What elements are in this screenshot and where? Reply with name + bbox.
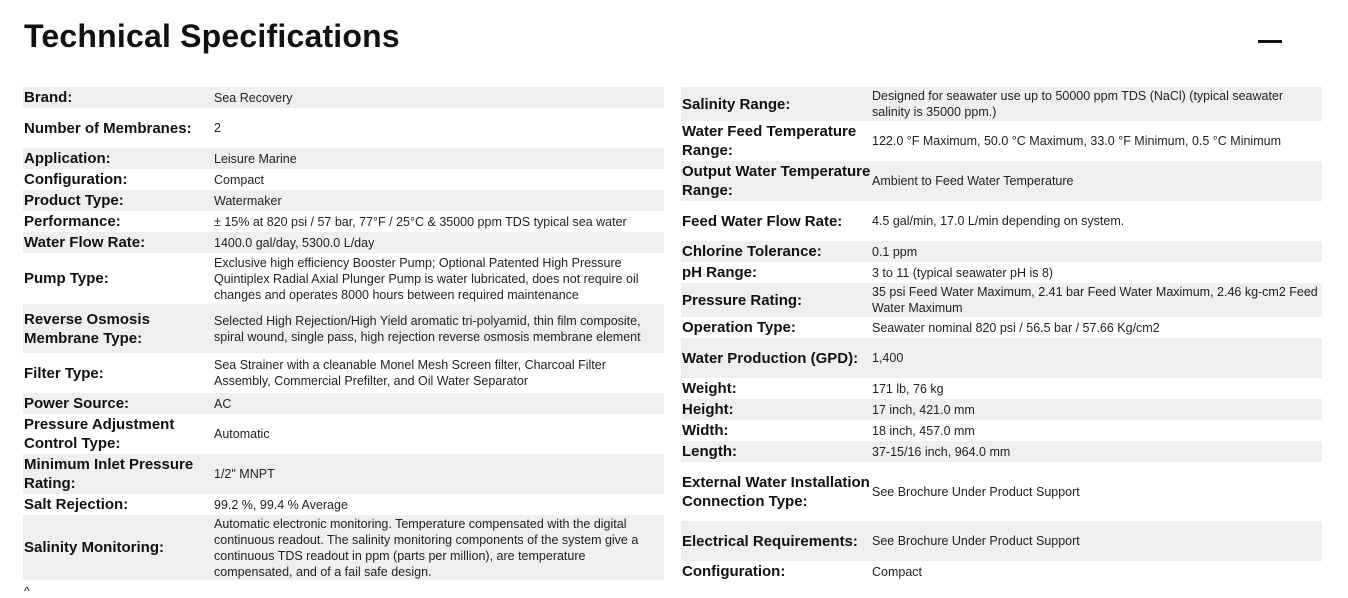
spec-value: 4.5 gal/min, 17.0 L/min depending on system. <box>872 214 1125 228</box>
spec-value: Leisure Marine <box>214 151 297 166</box>
spec-row <box>23 232 664 253</box>
spec-row <box>23 169 664 190</box>
spec-value: 1,400 <box>872 351 904 365</box>
spec-value: See Brochure Under Product Support <box>872 484 1080 499</box>
spec-value: Ambient to Feed Water Temperature <box>872 174 1074 188</box>
spec-value: 122.0 °F Maximum, 50.0 °C Maximum, 33.0 °F Minimum, 0.5 °C Minimum <box>872 134 1281 148</box>
spec-value: Seawater nominal 820 psi / 56.5 bar / 57.66 Kg/cm2 <box>872 320 1160 335</box>
spec-value: Sea Recovery <box>214 90 293 105</box>
spec-row <box>681 201 1322 241</box>
spec-label: Configuration: <box>682 563 786 580</box>
spec-label: Pump Type: <box>24 270 109 287</box>
spec-value: 1/2" MNPT <box>214 467 275 481</box>
spec-value: Selected High Rejection/High Yield aromatic tri-polyamid, thin film composite, spiral wound, single pass, high rejection reverse osmosis membrane element <box>214 313 641 344</box>
spec-label: Operation Type: <box>682 319 796 336</box>
spec-value: 3 to 11 (typical seawater pH is 8) <box>872 265 1054 280</box>
spec-row <box>23 304 664 353</box>
spec-label: Salinity Range: <box>682 95 791 113</box>
spec-label: Brand: <box>24 89 73 106</box>
spec-row <box>23 211 664 232</box>
spec-label: Chlorine Tolerance: <box>682 243 822 260</box>
spec-value: AC <box>214 396 232 411</box>
spec-label: Number of Membranes: <box>24 119 192 137</box>
spec-label: Pressure Rating: <box>682 291 803 309</box>
spec-label: Water Production (GPD): <box>682 349 859 367</box>
spec-value: 2 <box>214 121 221 135</box>
spec-row <box>681 317 1322 338</box>
spec-value: Exclusive high efficiency Booster Pump; Optional Patented High Pressure Quintiplex Radial Axial Plunger Pump is water lubricated, does not require oil changes and operates 8000 hours between required maintenance <box>214 255 639 302</box>
spec-value: Automatic <box>214 427 270 441</box>
spec-table-left-body <box>23 87 664 580</box>
spec-label: Reverse Osmosis Membrane Type: <box>24 310 150 347</box>
spec-row <box>23 353 664 393</box>
spec-label: Performance: <box>24 213 121 230</box>
spec-label: Water Flow Rate: <box>24 234 146 251</box>
scroll-up-indicator[interactable]: ^ <box>24 584 30 598</box>
spec-value: 37-15/16 inch, 964.0 mm <box>872 444 1011 459</box>
spec-value: Watermaker <box>214 193 282 208</box>
spec-row <box>23 148 664 169</box>
spec-label: Application: <box>24 150 111 167</box>
spec-value: 18 inch, 457.0 mm <box>872 423 975 438</box>
spec-row <box>23 393 664 414</box>
spec-value: Designed for seawater use up to 50000 ppm TDS (NaCl) (typical seawater salinity is 35000 ppm.) <box>872 89 1284 119</box>
spec-value: 17 inch, 421.0 mm <box>872 402 975 417</box>
spec-row <box>681 399 1322 420</box>
spec-label: Electrical Requirements: <box>682 532 858 550</box>
spec-table-left <box>23 87 664 580</box>
spec-row <box>23 108 664 148</box>
spec-row <box>681 521 1322 561</box>
collapse-section-button[interactable] <box>1252 28 1288 54</box>
spec-value: Compact <box>872 564 923 579</box>
spec-label: Feed Water Flow Rate: <box>682 212 843 230</box>
spec-label: Salt Rejection: <box>24 496 129 513</box>
spec-value: 99.2 %, 99.4 % Average <box>214 497 348 512</box>
spec-value: 171 lb, 76 kg <box>872 381 944 396</box>
spec-label: Configuration: <box>24 171 128 188</box>
spec-row <box>681 338 1322 378</box>
minus-icon <box>1258 40 1282 43</box>
spec-value: 0.1 ppm <box>872 244 918 259</box>
spec-row <box>23 87 664 108</box>
spec-value: Sea Strainer with a cleanable Monel Mesh Screen filter, Charcoal Filter Assembly, Commercial Prefilter, and Oil Water Separator <box>214 358 606 388</box>
spec-table-right-body <box>681 87 1322 582</box>
spec-row <box>681 161 1322 201</box>
spec-label: Length: <box>682 443 737 460</box>
spec-label: Salinity Monitoring: <box>24 539 164 556</box>
spec-value: See Brochure Under Product Support <box>872 534 1080 548</box>
spec-label: Width: <box>682 422 729 439</box>
spec-row <box>681 561 1322 582</box>
spec-row <box>23 190 664 211</box>
spec-label: Height: <box>682 401 734 418</box>
spec-row <box>23 454 664 494</box>
spec-row <box>23 414 664 454</box>
spec-row <box>681 262 1322 283</box>
spec-label: Weight: <box>682 380 737 397</box>
spec-value: ± 15% at 820 psi / 57 bar, 77°F / 25°C & 35000 ppm TDS typical sea water <box>214 214 627 229</box>
spec-value: Automatic electronic monitoring. Temperature compensated with the digital continuous readout. The salinity monitoring components of the system give a continuous TDS readout in ppm (parts per million), are temperature compensated, and of a fail safe design. <box>214 516 639 579</box>
spec-value: 35 psi Feed Water Maximum, 2.41 bar Feed Water Maximum, 2.46 kg-cm2 Feed Water Maximum <box>872 285 1318 315</box>
spec-row <box>681 378 1322 399</box>
spec-row <box>23 253 664 304</box>
spec-row <box>23 515 664 580</box>
spec-label: Water Feed Temperature Range: <box>682 123 857 159</box>
spec-value: Compact <box>214 172 265 187</box>
spec-label: Power Source: <box>24 395 130 412</box>
spec-label: Product Type: <box>24 192 124 209</box>
spec-row <box>681 441 1322 462</box>
spec-row <box>681 87 1322 121</box>
spec-label: Filter Type: <box>24 364 104 382</box>
spec-row <box>681 462 1322 521</box>
page-title: Technical Specifications <box>24 18 400 54</box>
spec-label: Output Water Temperature Range: <box>682 163 871 199</box>
spec-label: pH Range: <box>682 264 757 281</box>
spec-row <box>23 494 664 515</box>
spec-row <box>681 420 1322 441</box>
spec-row <box>681 241 1322 262</box>
spec-label: External Water Installation Connection Type: <box>682 473 870 510</box>
spec-table-right <box>681 87 1322 582</box>
spec-value: 1400.0 gal/day, 5300.0 L/day <box>214 235 375 250</box>
spec-row <box>681 283 1322 317</box>
spec-row <box>681 121 1322 161</box>
spec-label: Minimum Inlet Pressure Rating: <box>24 456 194 492</box>
spec-label: Pressure Adjustment Control Type: <box>24 416 175 452</box>
